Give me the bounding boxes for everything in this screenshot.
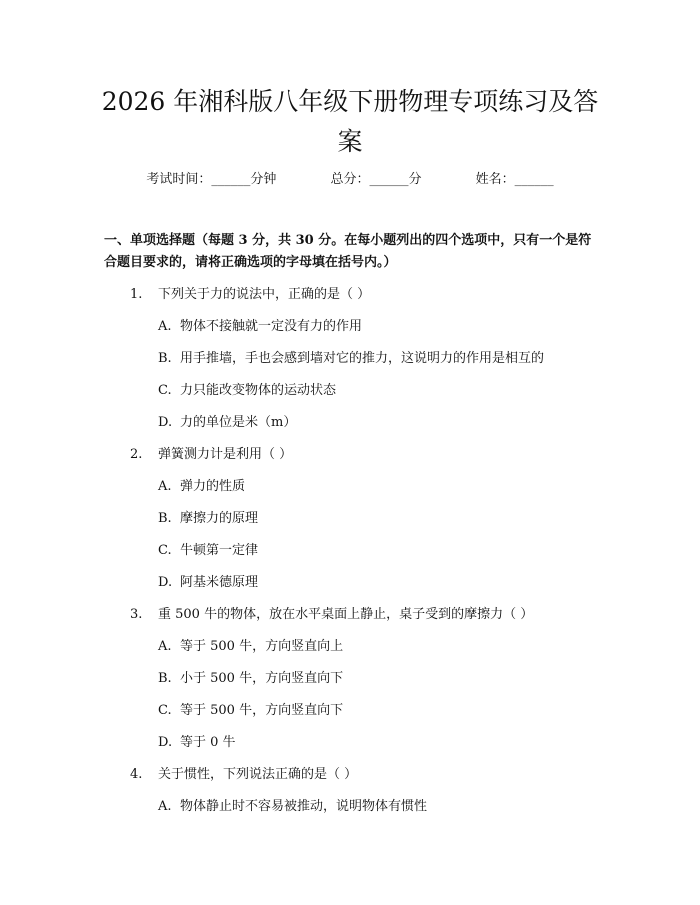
option-text: 用手推墙，手也会感到墙对它的推力，这说明力的作用是相互的 bbox=[180, 351, 545, 366]
option-3b bbox=[158, 667, 343, 686]
question-number: 2. bbox=[130, 447, 143, 462]
option-text: 等于 0 牛 bbox=[180, 735, 236, 750]
question-4 bbox=[130, 763, 357, 782]
option-text: 阿基米德原理 bbox=[180, 575, 259, 590]
question-3 bbox=[130, 603, 533, 622]
question-number: 3. bbox=[130, 607, 143, 622]
option-1b bbox=[158, 347, 544, 366]
option-text: 摩擦力的原理 bbox=[180, 511, 259, 526]
option-2b bbox=[158, 507, 258, 526]
option-label: C. bbox=[158, 383, 172, 398]
option-text: 等于 500 牛，方向竖直向上 bbox=[180, 639, 344, 654]
question-text: 关于惯性，下列说法正确的是（ ） bbox=[158, 767, 358, 782]
option-3d bbox=[158, 731, 236, 750]
option-text: 等于 500 牛，方向竖直向下 bbox=[180, 703, 344, 718]
exam-total-score: 总分：______分 bbox=[330, 172, 422, 187]
option-label: A. bbox=[158, 799, 172, 814]
question-1 bbox=[130, 283, 370, 302]
title-line-2: 案 bbox=[337, 127, 363, 156]
exam-time: 考试时间：______分钟 bbox=[146, 172, 277, 187]
student-name: 姓名：______ bbox=[475, 172, 554, 187]
option-label: A. bbox=[158, 639, 172, 654]
exam-meta bbox=[0, 168, 700, 187]
question-2 bbox=[130, 443, 292, 462]
option-1a bbox=[158, 315, 362, 334]
option-2c bbox=[158, 539, 258, 558]
option-1c bbox=[158, 379, 336, 398]
option-label: B. bbox=[158, 671, 172, 686]
option-label: D. bbox=[158, 735, 173, 750]
document-title bbox=[40, 82, 660, 162]
option-label: C. bbox=[158, 703, 172, 718]
option-3c bbox=[158, 699, 343, 718]
option-text: 物体静止时不容易被推动，说明物体有惯性 bbox=[180, 799, 428, 814]
option-text: 力只能改变物体的运动状态 bbox=[180, 383, 337, 398]
option-label: B. bbox=[158, 351, 172, 366]
option-text: 力的单位是米（m） bbox=[180, 415, 297, 430]
option-label: D. bbox=[158, 415, 173, 430]
question-text: 下列关于力的说法中，正确的是（ ） bbox=[158, 287, 371, 302]
option-text: 弹力的性质 bbox=[180, 479, 246, 494]
option-label: C. bbox=[158, 543, 172, 558]
option-3a bbox=[158, 635, 343, 654]
option-label: D. bbox=[158, 575, 173, 590]
option-label: A. bbox=[158, 319, 172, 334]
option-label: B. bbox=[158, 511, 172, 526]
question-text: 重 500 牛的物体，放在水平桌面上静止，桌子受到的摩擦力（ ） bbox=[158, 607, 534, 622]
question-number: 4. bbox=[130, 767, 143, 782]
option-text: 小于 500 牛，方向竖直向下 bbox=[180, 671, 344, 686]
option-2a bbox=[158, 475, 245, 494]
option-4a bbox=[158, 795, 427, 814]
option-1d bbox=[158, 411, 296, 430]
question-text: 弹簧测力计是利用（ ） bbox=[158, 447, 293, 462]
title-line-1: 2026 年湘科版八年级下册物理专项练习及答 bbox=[101, 87, 599, 116]
option-label: A. bbox=[158, 479, 172, 494]
option-text: 牛顿第一定律 bbox=[180, 543, 259, 558]
option-2d bbox=[158, 571, 258, 590]
section-heading: 一、单项选择题（每题 3 分，共 30 分。在每小题列出的四个选项中，只有一个是符合题目要求的，请将正确选项的字母填在括号内。） bbox=[104, 233, 592, 270]
question-number: 1. bbox=[130, 287, 143, 302]
option-text: 物体不接触就一定没有力的作用 bbox=[180, 319, 363, 334]
